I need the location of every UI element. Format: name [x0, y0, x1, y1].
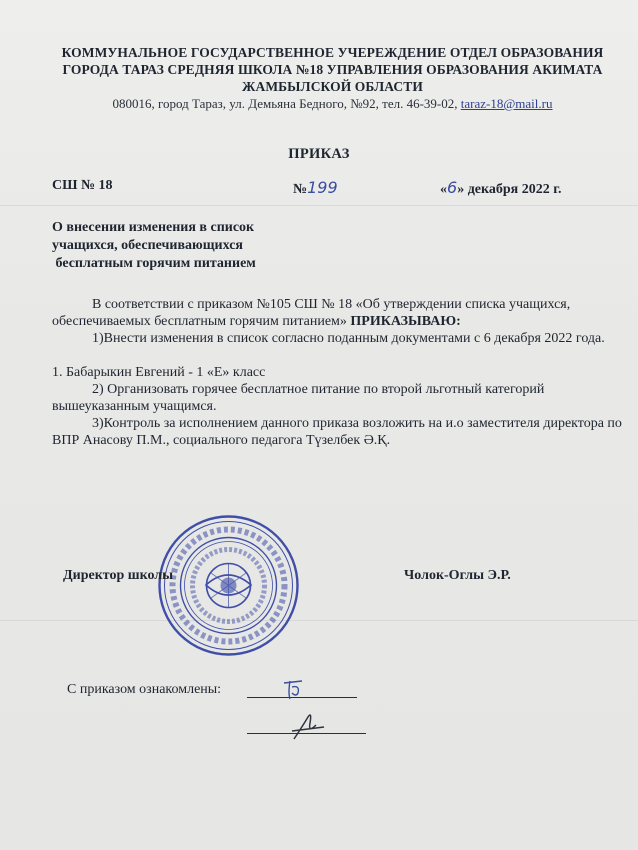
intro-text: В соответствии с приказом №105 СШ № 18 «Об утверждении списка учащихся, обеспечиваемых бесплатным горячим питанием» [52, 297, 571, 329]
letterhead-line-1: КОММУНАЛЬНОЕ ГОСУДАРСТВЕННОЕ УЧЕРЕЖДЕНИЕ ОТДЕЛ ОБРАЗОВАНИЯ [61, 45, 604, 60]
date-day-handwritten: 6 [447, 178, 458, 197]
email-link[interactable]: taraz-18@mail.ru [460, 96, 553, 111]
letterhead-line-3: ЖАМБЫЛСКОЙ ОБЛАСТИ [242, 79, 423, 94]
order-date [440, 178, 561, 198]
letterhead [40, 44, 625, 112]
item-3: 3)Контроль за исполнением данного приказа возложить на и.о заместителя директора по ВПР Анасову П.М., социального педагога Түзелбек Ә.Қ. [52, 416, 622, 448]
order-number-prefix: № [293, 182, 308, 197]
order-body [52, 296, 627, 347]
address-text: 080016, город Тараз, ул. Демьяна Бедного, №92, тел. 46-39-02, [112, 96, 461, 111]
handwritten-signature [278, 677, 314, 703]
letterhead-line-2: ГОРОДА ТАРАЗ СРЕДНЯЯ ШКОЛА №18 УПРАВЛЕНИЯ ОБРАЗОВАНИЯ АКИМАТА [62, 62, 603, 77]
item-1: 1)Внести изменения в список согласно поданным документами с 6 декабря 2022 года. [92, 331, 605, 346]
date-rest: » декабря 2022 г. [457, 182, 562, 197]
order-number [293, 178, 338, 198]
letterhead-address [40, 95, 625, 112]
subject-line-1: О внесении изменения в список [52, 220, 255, 235]
paper-fold [0, 205, 638, 206]
paper-fold [0, 620, 638, 621]
item-2: 2) Организовать горячее бесплатное питание по второй льготный категорий вышеуказанным учащимся. [52, 382, 545, 414]
order-word: ПРИКАЗЫВАЮ: [350, 314, 461, 329]
document-title: ПРИКАЗ [288, 146, 350, 162]
signatory-name: Чолок-Оглы Э.Р. [404, 568, 511, 583]
subject-line-2: учащихся, обеспечивающихся [52, 238, 244, 253]
subject-line-3: бесплатным горячим питанием [52, 256, 256, 271]
date-open-quote: « [440, 182, 447, 197]
student-entry: 1. Бабарыкин Евгений - 1 «Е» класс [52, 365, 266, 380]
order-body-continued [52, 381, 627, 449]
acknowledgment-label: С приказом ознакомлены: [67, 682, 222, 697]
student-entry-block [52, 364, 627, 381]
school-number: СШ № 18 [52, 178, 113, 193]
order-number-handwritten: 199 [307, 178, 338, 197]
official-seal [156, 513, 301, 658]
signatory-position: Директор школы [63, 568, 174, 583]
order-subject [52, 219, 256, 273]
intro-paragraph [52, 296, 627, 330]
handwritten-signature [288, 705, 328, 743]
